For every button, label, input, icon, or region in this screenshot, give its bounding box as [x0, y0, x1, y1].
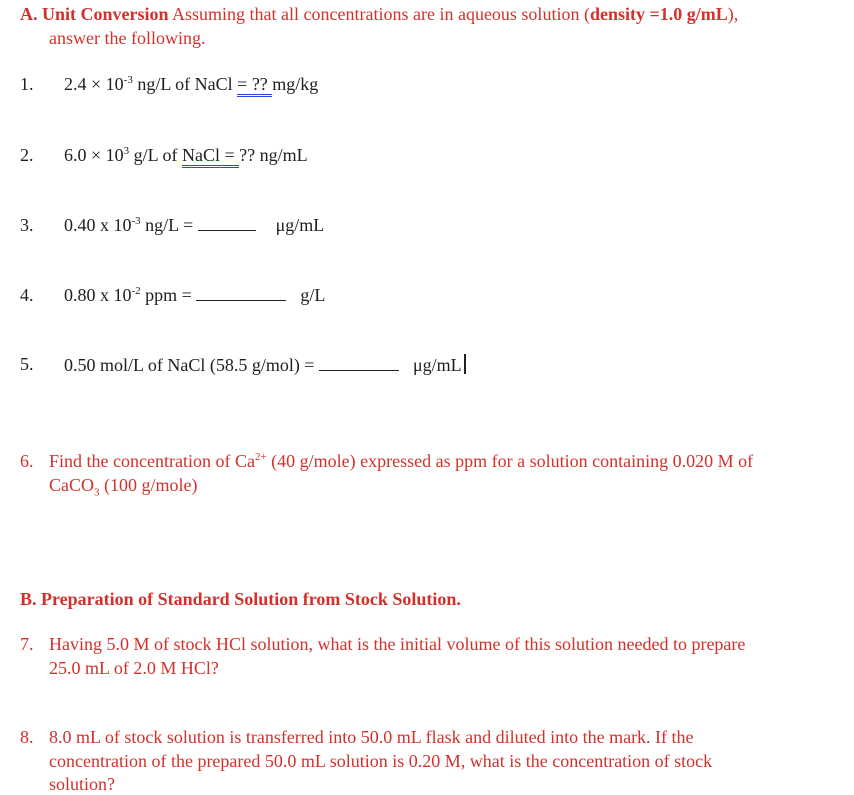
q4-unit-from: ppm =	[140, 285, 197, 305]
q2-text	[64, 145, 308, 166]
density-note: density =1.0 g/mL	[589, 4, 728, 24]
q1-unit-to: mg/kg	[272, 74, 319, 94]
q1-exponent: -3	[123, 74, 133, 86]
section-b-letter: B.	[20, 589, 37, 609]
q7-line2: 25.0 mL of 2.0 M HCl?	[49, 658, 219, 678]
section-a-heading	[20, 4, 738, 25]
q5-unit-to: μg/mL	[412, 355, 462, 375]
q8-line2: concentration of the prepared 50.0 mL solution is 0.20 M, what is the concentration of stock	[49, 751, 713, 771]
section-b-heading	[20, 589, 461, 610]
q1-unknown: ??	[247, 74, 273, 94]
q1-unit-from: ng/L of NaCl	[132, 74, 238, 94]
section-a-intro-end: ),	[727, 4, 739, 24]
q1-value: 2.4 × 10	[64, 74, 124, 94]
q2-equals: =	[219, 145, 240, 165]
text-cursor	[464, 354, 466, 374]
q8-line3: solution?	[49, 774, 115, 794]
q6-number: 6.	[20, 451, 34, 471]
q3-unit-to: μg/mL	[275, 215, 325, 235]
q4-unit-to: g/L	[300, 285, 326, 305]
q6-charge: 2+	[254, 451, 267, 463]
q8-number: 8.	[20, 727, 34, 747]
section-a-letter: A.	[20, 4, 38, 24]
q4-value: 0.80 x 10	[64, 285, 132, 305]
q3-unit-from: ng/L =	[140, 215, 198, 235]
q5-value: 0.50 mol/L of NaCl (58.5 g/mol) =	[64, 355, 319, 375]
q3-number: 3.	[20, 215, 34, 235]
section-a-title: Unit Conversion	[42, 4, 169, 24]
q6-formula: CaCO	[49, 475, 94, 495]
q6-text-a: Find the concentration of Ca	[49, 451, 255, 471]
q4-exponent: -2	[131, 285, 141, 297]
q5-answer-blank[interactable]	[319, 356, 399, 371]
q6-text-b: (40 g/mole) expressed as ppm for a solution containing 0.020 M of	[266, 451, 754, 471]
q6-line2	[49, 475, 197, 499]
q6-molar-mass: (100 g/mole)	[99, 475, 198, 495]
q3-exponent: -3	[131, 215, 141, 227]
section-b-title: Preparation of Standard Solution from Stock Solution.	[41, 589, 461, 609]
q2-unknown: ??	[239, 145, 260, 165]
q1-number: 1.	[20, 74, 34, 94]
q8-line1: 8.0 mL of stock solution is transferred into 50.0 mL flask and diluted into the mark. If the	[49, 727, 694, 747]
q5-number: 5.	[20, 354, 34, 374]
q2-value: 6.0 × 10	[64, 145, 124, 165]
q2-unit-to: ng/mL	[259, 145, 308, 165]
q7-line1: Having 5.0 M of stock HCl solution, what is the initial volume of this solution needed to prepare	[49, 634, 746, 654]
q5-text	[64, 354, 466, 376]
q4-text	[64, 285, 325, 306]
section-a-intro-line2: answer the following.	[49, 28, 206, 48]
section-a-intro: Assuming that all concentrations are in aqueous solution (	[168, 4, 590, 24]
q2-exponent: 3	[123, 145, 130, 157]
q6-subscript: 3	[94, 486, 100, 499]
q3-answer-blank[interactable]	[198, 216, 256, 231]
q6-line1	[49, 451, 753, 472]
q2-number: 2.	[20, 145, 34, 165]
q1-equals: =	[237, 74, 248, 94]
q3-value: 0.40 x 10	[64, 215, 132, 235]
q2-unit-from: g/L of	[129, 145, 182, 165]
q1-text	[64, 74, 318, 95]
q4-answer-blank[interactable]	[196, 286, 286, 301]
q7-number: 7.	[20, 634, 34, 654]
q4-number: 4.	[20, 285, 34, 305]
q3-text	[64, 215, 324, 236]
q2-nacl: NaCl	[181, 145, 220, 165]
